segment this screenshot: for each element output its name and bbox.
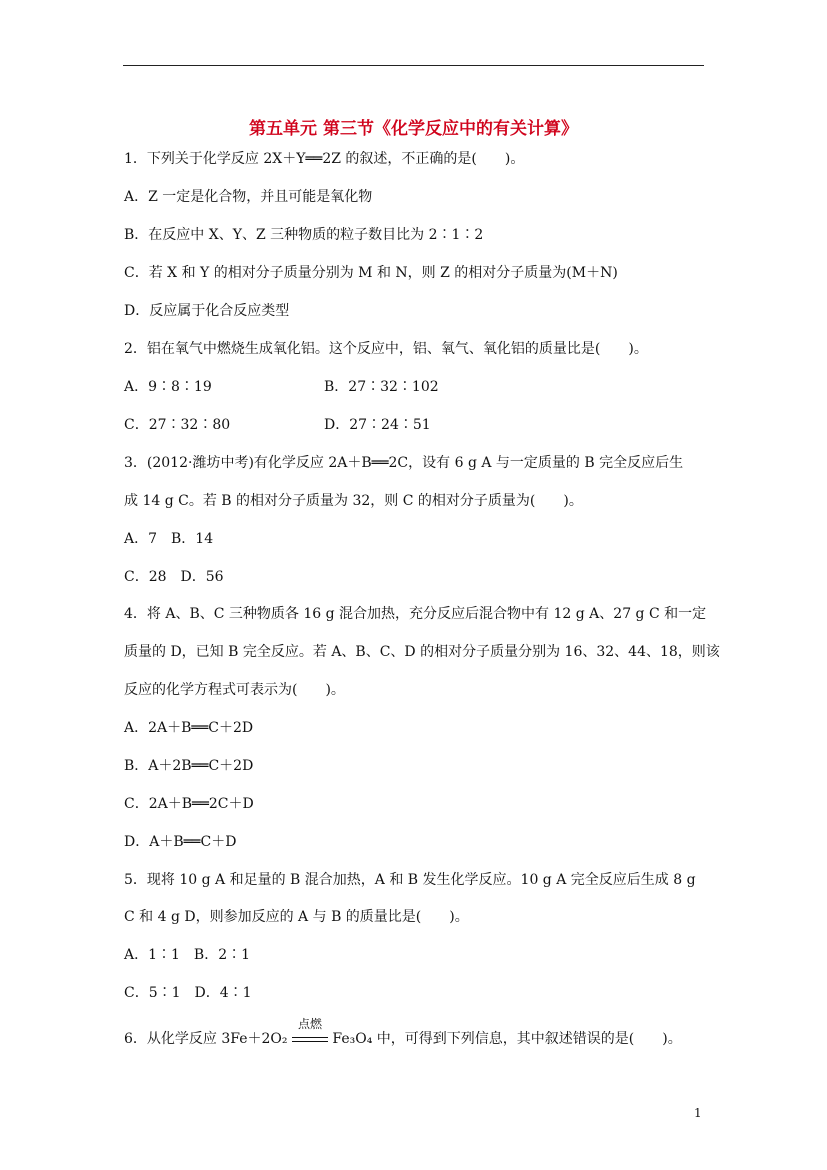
q2-stem: 2．铝在氧气中燃烧生成氧化铝。这个反应中，铝、氧气、氧化铝的质量比是( )。 xyxy=(124,341,648,357)
q4-option-c: C．2A＋B══2C＋D xyxy=(124,796,254,812)
q6-stem-prefix: 6．从化学反应 3Fe＋2O₂ xyxy=(124,1031,288,1047)
q2-option-d: D．27∶24∶51 xyxy=(324,417,431,433)
q1-option-b: B．在反应中 X、Y、Z 三种物质的粒子数目比为 2∶1∶2 xyxy=(124,227,484,243)
q6-stem-suffix: Fe₃O₄ 中，可得到下列信息，其中叙述错误的是( )。 xyxy=(332,1031,682,1047)
q1-stem: 1．下列关于化学反应 2X＋Y══2Z 的叙述，不正确的是( )。 xyxy=(124,151,525,167)
q4-stem-line3: 反应的化学方程式可表示为( )。 xyxy=(124,682,345,698)
q2-option-b: B．27∶32∶102 xyxy=(324,379,439,395)
page-title: 第五单元 第三节《化学反应中的有关计算》 xyxy=(249,119,578,139)
q1-option-c: C．若 X 和 Y 的相对分子质量分别为 M 和 N，则 Z 的相对分子质量为(M＋N) xyxy=(124,265,618,281)
reaction-condition: 点燃 xyxy=(297,1017,322,1031)
q4-option-b: B．A＋2B══C＋2D xyxy=(124,758,254,774)
q5-stem-line1: 5．现将 10 g A 和足量的 B 混合加热，A 和 B 发生化学反应。10 g A 完全反应后生成 8 g xyxy=(124,872,696,888)
q5-options-cd: C．5∶1 D．4∶1 xyxy=(124,985,252,1001)
q3-options-ab: A．7 B．14 xyxy=(124,531,214,547)
q1-option-d: D．反应属于化合反应类型 xyxy=(124,303,290,319)
q5-stem-line2: C 和 4 g D，则参加反应的 A 与 B 的质量比是( )。 xyxy=(124,909,469,925)
double-line-icon xyxy=(292,1037,328,1042)
q2-option-a: A．9∶8∶19 xyxy=(124,379,212,395)
reaction-arrow xyxy=(292,1017,328,1048)
q4-option-a: A．2A＋B══C＋2D xyxy=(124,720,254,736)
q4-option-d: D．A＋B══C＋D xyxy=(124,834,237,850)
q3-stem-line2: 成 14 g C。若 B 的相对分子质量为 32，则 C 的相对分子质量为( )。 xyxy=(124,493,583,509)
q5-options-ab: A．1∶1 B．2∶1 xyxy=(124,947,251,963)
q2-option-c: C．27∶32∶80 xyxy=(124,417,231,433)
q4-stem-line1: 4．将 A、B、C 三种物质各 16 g 混合加热，充分反应后混合物中有 12 g A、27 g C 和一定 xyxy=(124,606,707,622)
page-number: 1 xyxy=(694,1106,702,1120)
q6-stem xyxy=(124,1017,682,1048)
header-rule xyxy=(123,65,704,66)
q1-option-a: A．Z 一定是化合物，并且可能是氧化物 xyxy=(124,189,373,205)
q4-stem-line2: 质量的 D，已知 B 完全反应。若 A、B、C、D 的相对分子质量分别为 16、32、44、18，则该 xyxy=(124,644,720,660)
q3-options-cd: C．28 D．56 xyxy=(124,569,224,585)
q3-stem-line1: 3．(2012·潍坊中考)有化学反应 2A＋B══2C，设有 6 g A 与一定质量的 B 完全反应后生 xyxy=(124,455,684,471)
